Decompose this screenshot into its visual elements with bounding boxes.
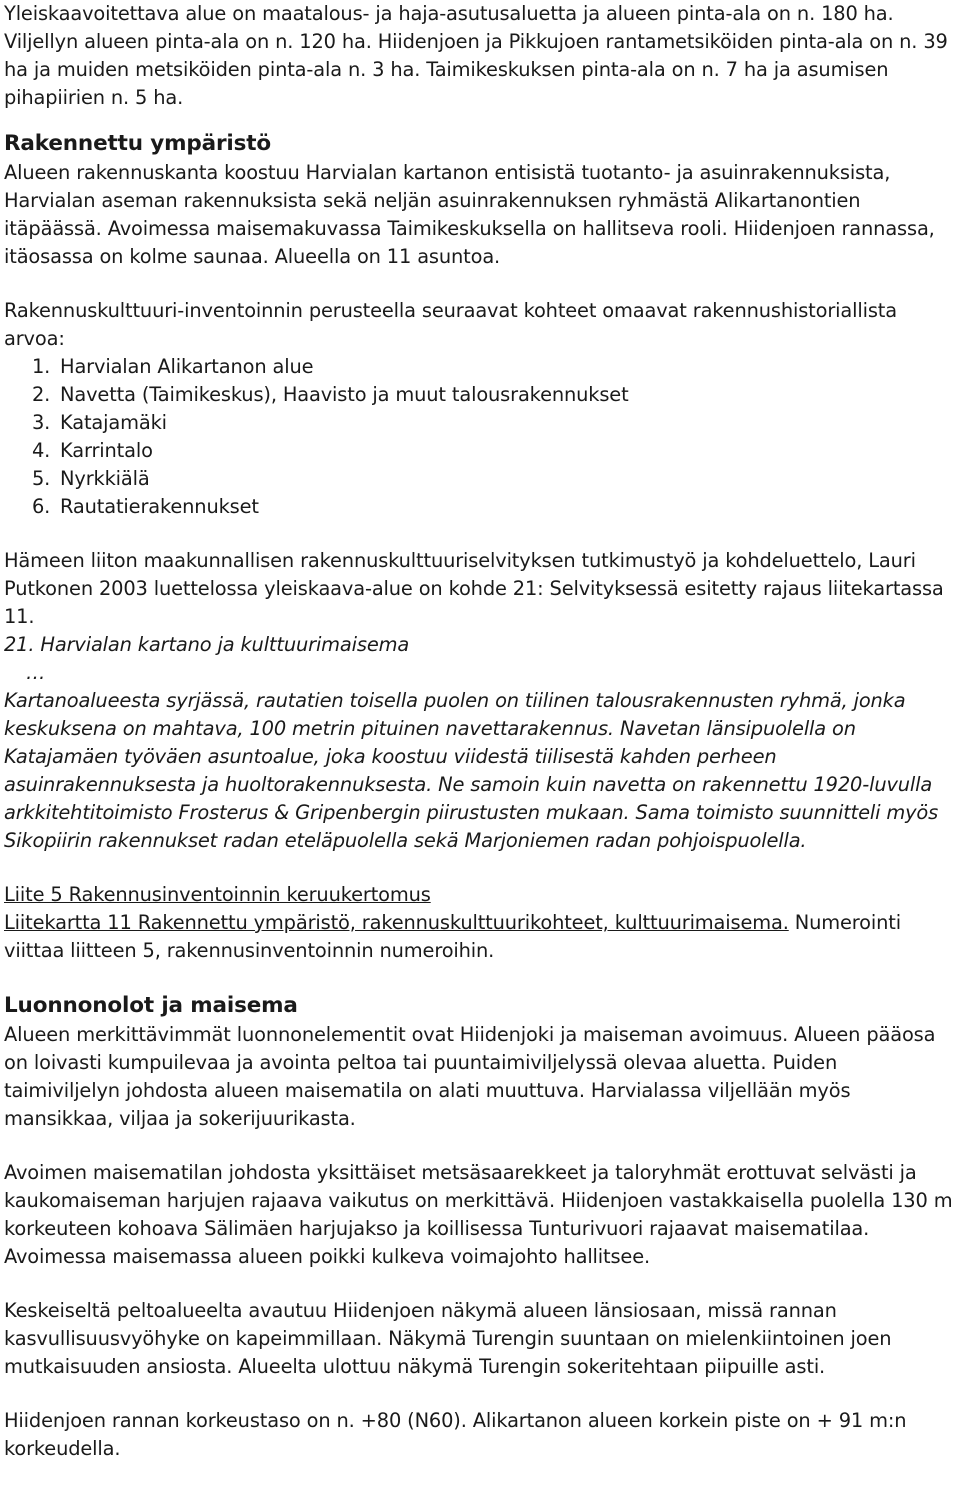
list-item-label: Katajamäki	[60, 411, 167, 434]
section-heading-rakennettu: Rakennettu ympäristö	[4, 131, 272, 156]
list-item	[32, 437, 956, 465]
luonnonolot-paragraph-3: Keskeiseltä peltoalueelta avautuu Hiidenjoen näkymä alueen länsiosaan, missä rannan kasvullisuusvyöhyke on kapeimmillaan. Näkymä Turengin suuntaan on mielenkiintoinen joen mutkaisuuden ansiosta. Alueelta ulottuu näkymä Turengin sokeritehtaan piipuille asti.	[4, 1299, 892, 1378]
list-item-label: Nyrkkiälä	[60, 467, 150, 490]
list-item	[32, 381, 956, 409]
list-item-number: 3.	[32, 411, 51, 434]
document-page	[4, 0, 956, 1463]
quote-text: Kartanoalueesta syrjässä, rautatien toisella puolen on tiilinen talousrakennusten ryhmä, jonka keskuksena on mahtava, 100 metrin pituinen navettarakennus. Navetan länsipuolella on Katajamäen työväen asuntoalue, joka koostuu viidestä tiilisestä kahden perheen asuinrakennuksesta ja huoltorakennuksesta. Ne samoin kuin navetta on rakennettu 1920-luvulla arkkitehtitoimisto Frosterus & Gripenbergin piirustusten mukaan. Sama toimisto suunnitteli myös Sikopiirin rakennukset radan eteläpuolella sekä Marjoniemen radan pohjoispuolella.	[4, 689, 939, 852]
liitekartta-rest: Numerointi viittaa liitteen 5, rakennusinventoinnin numeroihin.	[4, 911, 901, 962]
list-item-label: Rautatierakennukset	[60, 495, 259, 518]
luonnonolot-paragraph-1: Alueen merkittävimmät luonnonelementit ovat Hiidenjoki ja maiseman avoimuus. Alueen pääosa on loivasti kumpuilevaa ja avointa peltoa tai puuntaimiviljelyssä olevaa aluetta. Puiden taimiviljelyn johdosta alueen maisematila on alati muuttuva. Harvialassa viljellään myös mansikkaa, viljaa ja sokerijuurikasta.	[4, 1023, 936, 1130]
list-item-number: 5.	[32, 467, 51, 490]
list-item	[32, 493, 956, 521]
list-item	[32, 409, 956, 437]
luonnonolot-paragraph-4: Hiidenjoen rannan korkeustaso on n. +80 (N60). Alikartanon alueen korkein piste on + 91 m:n korkeudella.	[4, 1409, 907, 1460]
list-item-number: 2.	[32, 383, 51, 406]
list-item-number: 1.	[32, 355, 51, 378]
list-item-number: 4.	[32, 439, 51, 462]
section-heading-luonnonolot: Luonnonolot ja maisema	[4, 993, 298, 1018]
list-item-label: Navetta (Taimikeskus), Haavisto ja muut talousrakennukset	[60, 383, 629, 406]
intro-paragraph: Yleiskaavoitettava alue on maatalous- ja haja-asutusaluetta ja alueen pinta-ala on n. 180 ha. Viljellyn alueen pinta-ala on n. 120 ha. Hiidenjoen ja Pikkujoen rantametsiköiden pinta-ala on n. 39 ha ja muiden metsiköiden pinta-ala n. 3 ha. Taimikeskuksen pinta-ala on n. 7 ha ja asumisen pihapiirien n. 5 ha.	[4, 2, 948, 109]
inventory-list	[4, 353, 956, 521]
list-item-number: 6.	[32, 495, 51, 518]
inventory-intro: Rakennuskulttuuri-inventoinnin perusteella seuraavat kohteet omaavat rakennushistoriallista arvoa:	[4, 299, 897, 350]
list-item	[32, 353, 956, 381]
liitekartta-link[interactable]: Liitekartta 11 Rakennettu ympäristö, rakennuskulttuurikohteet, kulttuurimaisema.	[4, 911, 789, 934]
liitekartta-paragraph	[4, 909, 956, 965]
quote-ellipsis: …	[26, 661, 46, 684]
luonnonolot-paragraph-2: Avoimen maisematilan johdosta yksittäiset metsäsaarekkeet ja taloryhmät erottuvat selvästi ja kaukomaiseman harjujen rajaava vaikutus on merkittävä. Hiidenjoen vastakkaisella puolella 130 m korkeuteen kohoava Sälimäen harjujakso ja koillisessa Tunturivuori rajaavat maisematilaa. Avoimessa maisemassa alueen poikki kulkeva voimajohto hallitsee.	[4, 1161, 953, 1268]
quote-title: 21. Harvialan kartano ja kulttuurimaisema	[4, 633, 410, 656]
list-item-label: Harvialan Alikartanon alue	[60, 355, 314, 378]
hameen-liitto-paragraph: Hämeen liiton maakunnallisen rakennuskulttuuriselvityksen tutkimustyö ja kohdeluettelo, Lauri Putkonen 2003 luettelossa yleiskaava-alue on kohde 21: Selvityksessä esitetty rajaus liitekartassa 11.	[4, 549, 944, 628]
list-item	[32, 465, 956, 493]
liite-link[interactable]: Liite 5 Rakennusinventoinnin keruukertomus	[4, 883, 431, 906]
list-item-label: Karrintalo	[60, 439, 153, 462]
rakennettu-paragraph: Alueen rakennuskanta koostuu Harvialan kartanon entisistä tuotanto- ja asuinrakennuksista, Harvialan aseman rakennuksista sekä neljän asuinrakennuksen ryhmästä Alikartanontien itäpäässä. Avoimessa maisemakuvassa Taimikeskuksella on hallitseva rooli. Hiidenjoen rannassa, itäosassa on kolme saunaa. Alueella on 11 asuntoa.	[4, 161, 935, 268]
